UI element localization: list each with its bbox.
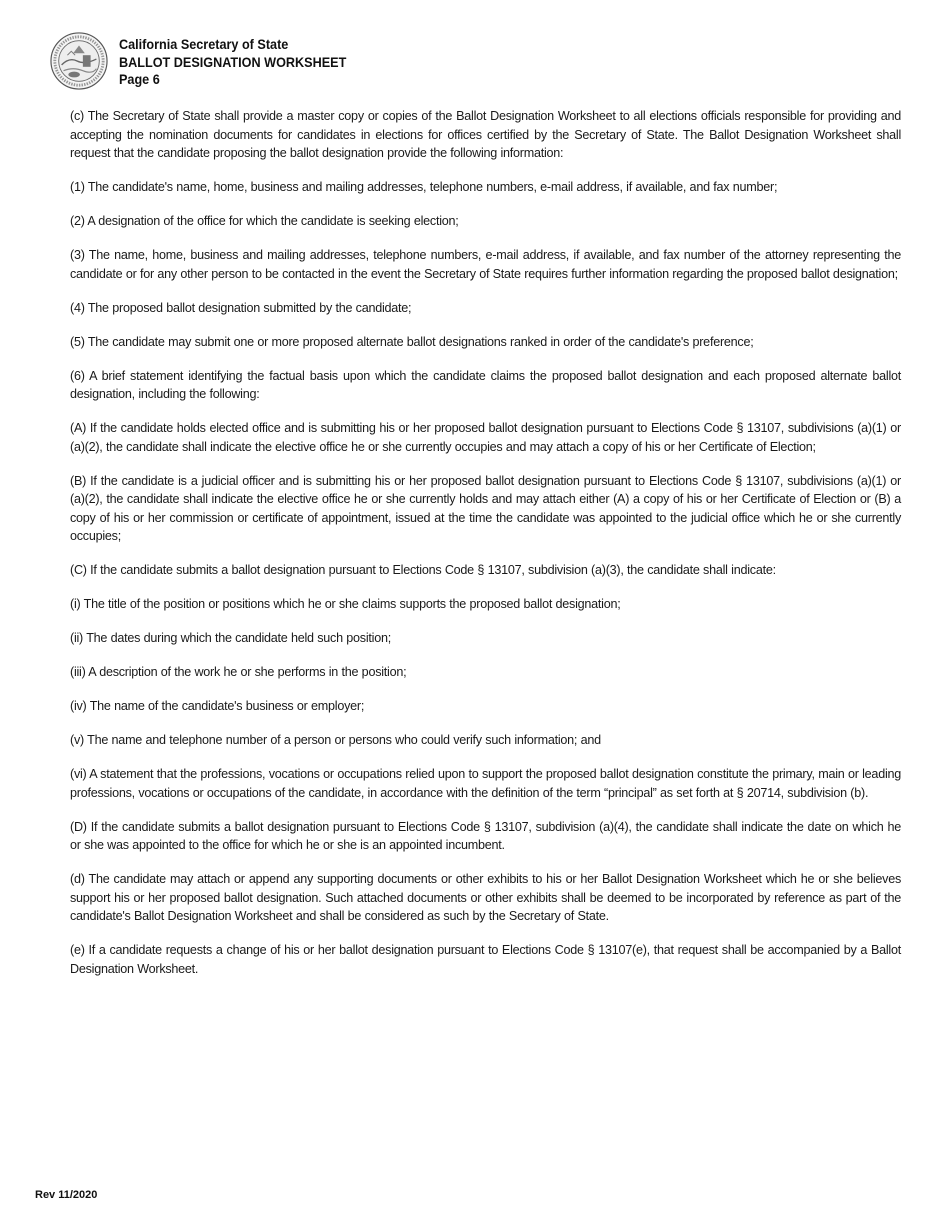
paragraph-6B: (B) If the candidate is a judicial officer and is submitting his or her proposed ballot designation pursuant to Elections Code § 13107, subdivisions (a)(1) or (a)(2), the candidate shall indicate the elective office he or she currently holds and may attach either (A) a copy of his or her Certificate of Election or (B) a copy of his or her commission or certificate of appointment, issued at the time the candidate was appointed to the judicial office which he or she currently occupies; [70, 473, 901, 543]
paragraph-6C-iv: (iv) The name of the candidate's business or employer; [70, 699, 365, 713]
paragraph-d: (d) The candidate may attach or append any supporting documents or other exhibits to his or her Ballot Designation Worksheet which he or she believes support his or her proposed ballot designation. Such attached documents or other exhibits shall be deemed to be incorporated by reference as part of the candidate's Ballot Designation Worksheet and shall be considered as such by the Secretary of State. [70, 872, 901, 923]
paragraph-1: (1) The candidate's name, home, business and mailing addresses, telephone numbers, e-mail address, if available, and fax number; [70, 180, 778, 194]
paragraph-6C-v: (v) The name and telephone number of a person or persons who could verify such information; and [70, 733, 601, 747]
paragraph-2: (2) A designation of the office for which the candidate is seeking election; [70, 214, 459, 228]
paragraph-6: (6) A brief statement identifying the factual basis upon which the candidate claims the proposed ballot designation and each proposed alternate ballot designation, including the following: [70, 368, 901, 401]
paragraph-3: (3) The name, home, business and mailing addresses, telephone numbers, e-mail address, if available, and fax number of the attorney representing the candidate or for any other person to be contacted in the event the Secretary of State requires further information regarding the proposed ballot designation; [70, 248, 901, 281]
paragraph-6A: (A) If the candidate holds elected office and is submitting his or her proposed ballot designation pursuant to Elections Code § 13107, subdivisions (a)(1) or (a)(2), the candidate shall indicate the elective office he or she currently occupies and may attach a copy of his or her Certificate of Election; [70, 421, 901, 454]
california-seal-icon [50, 32, 108, 90]
paragraph-5: (5) The candidate may submit one or more proposed alternate ballot designations ranked in order of the candidate's preference; [70, 334, 754, 349]
agency-name: California Secretary of State [119, 37, 289, 52]
document-header [119, 36, 346, 89]
page-number: Page 6 [119, 72, 160, 87]
paragraph-e: (e) If a candidate requests a change of his or her ballot designation pursuant to Elections Code § 13107(e), that request shall be accompanied by a Ballot Designation Worksheet. [70, 943, 901, 976]
paragraph-c: (c) The Secretary of State shall provide a master copy or copies of the Ballot Designation Worksheet to all elections officials responsible for providing and accepting the nomination documents for candidates in elections for offices certified by the Secretary of State. The Ballot Designation Worksheet shall request that the candidate proposing the ballot designation provide the following information: [70, 109, 901, 160]
paragraph-6C-ii: (ii) The dates during which the candidate held such position; [70, 631, 391, 645]
paragraph-6C-i: (i) The title of the position or positions which he or she claims supports the proposed ballot designation; [70, 597, 621, 611]
revision-label: Rev 11/2020 [35, 1189, 98, 1201]
paragraph-6C-vi: (vi) A statement that the professions, vocations or occupations relied upon to support the proposed ballot designation constitute the primary, main or leading professions, vocations or occupations of the candidate, in accordance with the definition of the term “principal” as set forth at § 20714, subdivision (b). [70, 767, 901, 800]
paragraph-6C: (C) If the candidate submits a ballot designation pursuant to Elections Code § 13107, subdivision (a)(3), the candidate shall indicate: [70, 563, 776, 577]
paragraph-6C-iii: (iii) A description of the work he or she performs in the position; [70, 665, 407, 679]
document-body [70, 107, 901, 994]
paragraph-6D: (D) If the candidate submits a ballot designation pursuant to Elections Code § 13107, subdivision (a)(4), the candidate shall indicate the date on which he or she was appointed to the office for which he or she is an appointed incumbent. [70, 819, 901, 852]
form-title: BALLOT DESIGNATION WORKSHEET [119, 54, 347, 70]
paragraph-4: (4) The proposed ballot designation submitted by the candidate; [70, 300, 412, 315]
